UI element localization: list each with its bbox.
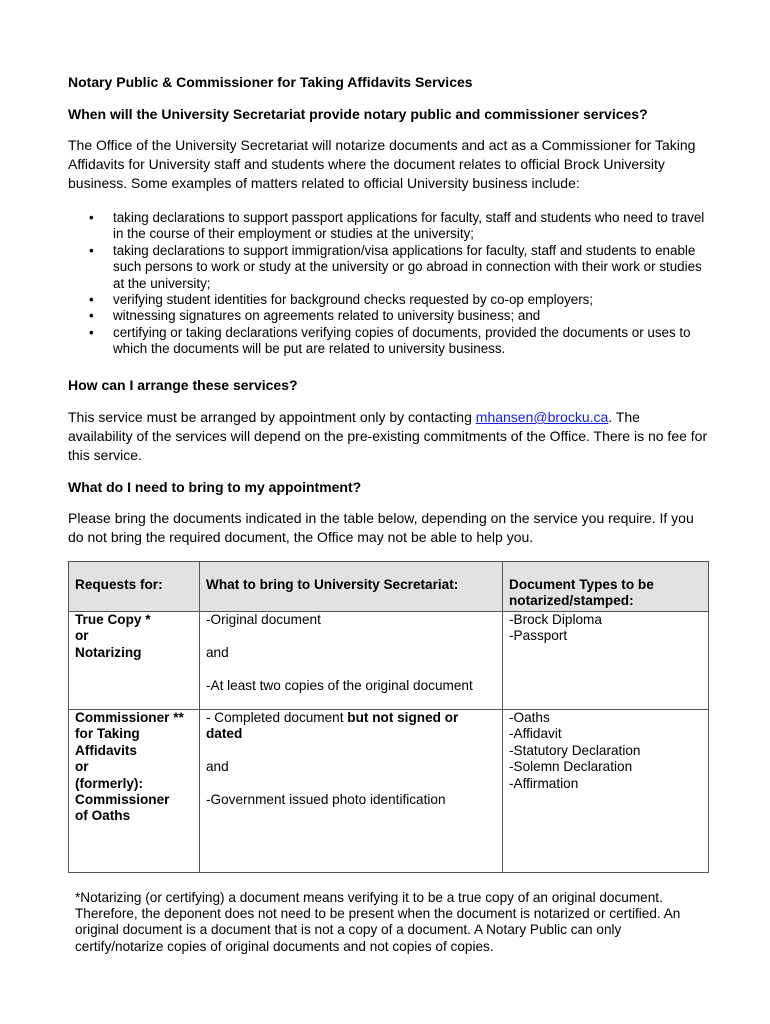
examples-list xyxy=(68,210,708,358)
header-requests: Requests for: xyxy=(69,562,200,612)
bullet-icon: • xyxy=(89,308,94,324)
footnote: *Notarizing (or certifying) a document means verifying it to be a true copy of an original document. Therefore, the deponent does not need to be present when the document is notarized or certified. An original document is a document that is not a copy of a document. A Notary Public can only certify/notarize copies of original documents and not copies of copies. xyxy=(75,890,681,954)
types-cell: -Brock Diploma -Passport xyxy=(503,612,709,710)
list-item: • taking declarations to support immigration/visa applications for faculty, staff and students to enable such persons to work or study at the university or go abroad in connection with their work or studies at the university; xyxy=(89,242,702,291)
bullet-icon: • xyxy=(89,242,94,258)
bullet-icon: • xyxy=(89,210,94,225)
page-title: Notary Public & Commissioner for Taking Affidavits Services xyxy=(68,74,473,90)
request-cell: True Copy * or Notarizing xyxy=(69,612,200,710)
question-bring: What do I need to bring to my appointment? xyxy=(68,479,362,495)
requirements-table xyxy=(68,561,709,873)
question-when: When will the University Secretariat provide notary public and commissioner services? xyxy=(68,106,648,122)
bullet-icon: • xyxy=(89,292,94,308)
table-row xyxy=(69,710,709,873)
bring-cell: - Completed document but not signed or dated and -Government issued photo identification xyxy=(200,710,503,873)
list-item: • taking declarations to support passport applications for faculty, staff and students who need to travel in the course of their employment or studies at the university; xyxy=(89,210,705,242)
intro-paragraph: The Office of the University Secretariat will notarize documents and act as a Commissioner for Taking Affidavits for University staff and students where the document relates to official Brock University business. Some examples of matters related to official University business include: xyxy=(68,137,696,191)
bring-cell: -Original document and -At least two copies of the original document xyxy=(200,612,503,710)
header-document-types: Document Types to be notarized/stamped: xyxy=(503,562,709,612)
list-item: • verifying student identities for background checks requested by co-op employers; xyxy=(89,292,594,308)
request-cell: Commissioner ** for Taking Affidavits or (formerly): Commissioner of Oaths xyxy=(69,710,200,873)
bring-paragraph: Please bring the documents indicated in the table below, depending on the service you require. If you do not bring the required document, the Office may not be able to help you. xyxy=(68,510,694,545)
header-what-to-bring: What to bring to University Secretariat: xyxy=(200,562,503,612)
table-row xyxy=(69,612,709,710)
table-header-row xyxy=(69,562,709,612)
arrange-paragraph: This service must be arranged by appointment only by contacting mhansen@brocku.ca. The availability of the services will depend on the pre-existing commitments of the Office. There is no fee for this service. xyxy=(68,409,708,463)
list-item: • witnessing signatures on agreements related to university business; and xyxy=(89,308,541,324)
types-cell: -Oaths -Affidavit -Statutory Declaration -Solemn Declaration -Affirmation xyxy=(503,710,709,873)
list-item: • certifying or taking declarations verifying copies of documents, provided the documents or uses to which the documents will be put are related to university business. xyxy=(89,324,691,357)
question-arrange: How can I arrange these services? xyxy=(68,377,298,393)
bullet-icon: • xyxy=(89,324,94,340)
email-link[interactable]: mhansen@brocku.ca xyxy=(475,409,609,425)
